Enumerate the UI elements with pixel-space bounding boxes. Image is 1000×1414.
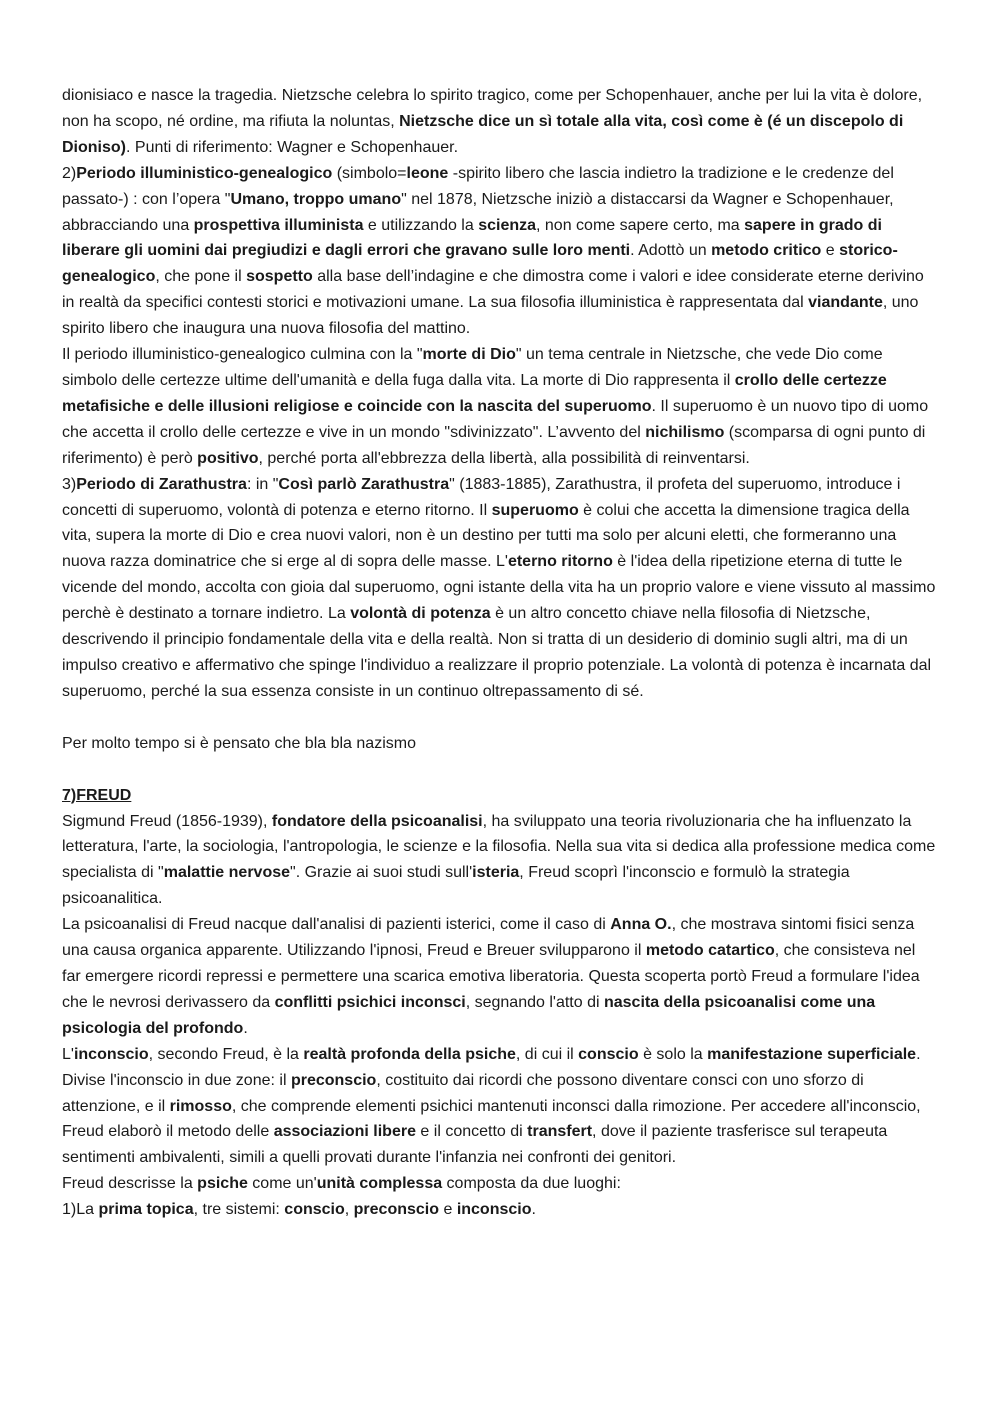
bold-text: isteria (472, 864, 520, 882)
text-run: e il concetto di (415, 1123, 528, 1141)
text-run: , che mostrava sintomi fisici senza una causa organica apparente. Utilizzando l'ipnosi, Freud e Breuer svilupparono il (62, 916, 915, 960)
text-run: , dove il paziente trasferisce sul terapeuta sentimenti ambivalenti, simili a quelli provati durante l'infanzia nei confronti dei genitori. (62, 1123, 888, 1167)
text-run: " (1883-1885), Zarathustra, il profeta del superuomo, introduce i concetti di superuomo, volontà di potenza e eterno ritorno. Il (62, 475, 901, 519)
bold-text: nichilismo (645, 423, 725, 441)
text-run: , ha sviluppato una teoria rivoluzionaria che ha influenzato la letteratura, l'arte, la sociologia, l'antropologia, le scienze e la filosofia. Nella sua vita si dedica alla professione medica come specialista di " (62, 812, 936, 882)
text-run: -spirito libero che lascia indietro la tradizione e le credenze del passato-) : con l’opera " (62, 164, 894, 208)
text-run: (simbolo= (332, 164, 407, 182)
bold-text: Così parlò Zarathustra (278, 475, 450, 493)
bold-text: volontà di potenza (350, 605, 491, 623)
bold-text: Periodo di Zarathustra (76, 475, 247, 493)
text-run: e (821, 242, 840, 260)
bold-text: Umano, troppo umano (230, 190, 402, 208)
text-run: , tre sistemi: (193, 1201, 285, 1219)
text-run: La psicoanalisi di Freud nacque dall'analisi di pazienti isterici, come il caso di (62, 916, 611, 934)
text-run: è solo la (638, 1045, 708, 1063)
paragraph-dionisiaco (62, 83, 938, 161)
bold-text: morte di Dio (422, 346, 516, 364)
text-run: , Freud scoprì l'inconscio e formulò la strategia psicoanalitica. (62, 864, 850, 908)
text-run: " nel 1878, Nietzsche iniziò a distaccarsi da Wagner e Schopenhauer, abbracciando una (62, 190, 894, 234)
paragraph-psiche (62, 1171, 938, 1197)
text-run: , secondo Freud, è la (148, 1045, 304, 1063)
text-run: 2) (62, 164, 77, 182)
bold-text: viandante (808, 294, 883, 312)
bold-text: manifestazione superficiale (707, 1045, 917, 1063)
bold-text: metodo catartico (645, 942, 775, 960)
text-run: 3) (62, 475, 77, 493)
text-run: e (439, 1201, 457, 1219)
text-run: , che pone il (155, 268, 247, 286)
bold-text: conscio (284, 1201, 345, 1219)
paragraph-psicoanalisi (62, 912, 938, 1042)
bold-text: metodo critico (711, 242, 822, 260)
text-run: L' (62, 1045, 74, 1063)
paragraph-morte-di-dio (62, 342, 938, 472)
text-run: . (243, 1019, 248, 1037)
bold-text: scienza (478, 216, 537, 234)
paragraph-freud-intro (62, 809, 938, 913)
text-run: , non come sapere certo, ma (536, 216, 745, 234)
bold-text: rimosso (169, 1097, 232, 1115)
paragraph-nazismo (62, 731, 938, 757)
text-run: , uno spirito libero che inaugura una nuova filosofia del mattino. (62, 294, 919, 338)
text-run: , segnando l'atto di (465, 993, 604, 1011)
text-run: . (531, 1201, 536, 1219)
text-run: come un' (247, 1175, 317, 1193)
text-run: è l'idea della ripetizione eterna di tutte le vicende del mondo, accolta con gioia dal superuomo, ogni istante della vita ha un proprio valore e viene vissuto al massimo perchè è destinato a tornare indietro. La (62, 553, 936, 623)
bold-text: prospettiva illuminista (193, 216, 364, 234)
bold-text: storico-genealogico (62, 242, 898, 286)
bold-text: sospetto (246, 268, 313, 286)
bold-text: realtà profonda della psiche (303, 1045, 516, 1063)
paragraph-zarathustra (62, 472, 938, 705)
bold-text: eterno ritorno (507, 553, 613, 571)
text-run: , che comprende elementi psichici mantenuti inconsci dalla rimozione. Per accedere all'inconscio, Freud elaborò il metodo delle (62, 1097, 921, 1141)
text-run: . Divise l'inconscio in due zone: il (62, 1045, 921, 1089)
text-run: " un tema centrale in Nietzsche, che vede Dio come simbolo delle certezze ultime dell'umanità e della fuga dalla vita. La morte di Dio rappresenta il (62, 346, 883, 389)
bold-text: crollo delle certezze metafisiche e delle illusioni religiose e coincide con la nascita del superuomo (62, 371, 887, 415)
section-heading (62, 783, 938, 809)
text-run: , costituito dai ricordi che possono diventare consci con uno sforzo di attenzione, e il (62, 1071, 864, 1115)
text-run: dionisiaco e nasce la tragedia. Nietzsche celebra lo spirito tragico, come per Schopenhauer, anche per lui la vita è dolore, non ha scopo, né ordine, ma rifiuta la noluntas, (62, 87, 923, 130)
text-run: alla base dell’indagine e che dimostra come i valori e idee considerate eterne derivino in realtà da specifici contesti storici e motivazioni umane. La sua filosofia illuministica è rappresentata dal (62, 268, 924, 312)
bold-text: superuomo (491, 501, 579, 519)
text-run: , perché porta all'ebbrezza della libertà, alla possibilità di reinventarsi. (258, 449, 750, 467)
text-run: (scomparsa di ogni punto di riferimento) è però (62, 423, 926, 467)
paragraph-periodo-illuministico (62, 161, 938, 342)
bold-text: positivo (197, 449, 259, 467)
text-run: è un altro concetto chiave nella filosofia di Nietzsche, descrivendo il principio fondamentale della vita e della realtà. Non si tratta di un desiderio di dominio sugli altri, ma di un impulso creativo e affermativo che spinge l'individuo a realizzare il proprio potenziale. La volontà di potenza è incarnata dal superuomo, perché la sua essenza consiste in un continuo oltrepassamento di sé. (62, 605, 932, 700)
text-run: Per molto tempo si è pensato che bla bla nazismo (62, 734, 416, 752)
text-run: e utilizzando la (363, 216, 479, 234)
text-run: , di cui il (515, 1045, 579, 1063)
bold-text: Nietzsche dice un sì totale alla vita, così come è (é un discepolo di Dioniso) (62, 112, 904, 156)
bold-text: inconscio (73, 1045, 149, 1063)
text-run: composta da due luoghi: (442, 1175, 621, 1193)
bold-text: unità complessa (316, 1175, 443, 1193)
text-run: . Adottò un (630, 242, 712, 260)
bold-text: inconscio (456, 1201, 532, 1219)
bold-text: sapere in grado di liberare gli uomini dai pregiudizi e dagli errori che gravano sulle loro menti (62, 216, 882, 260)
bold-text: preconscio (290, 1071, 377, 1089)
bold-text: preconscio (353, 1201, 440, 1219)
text-run: . Il superuomo è un nuovo tipo di uomo che accetta il crollo delle certezze e vive in un mondo "sdivinizzato". L’avvento del (62, 397, 929, 441)
bold-text: 7)FREUD (62, 786, 132, 804)
bold-text: prima topica (98, 1201, 194, 1219)
text-run: . Punti di riferimento: Wagner e Schopenhauer. (126, 138, 459, 156)
paragraph-inconscio (62, 1042, 938, 1172)
bold-text: transfert (527, 1123, 593, 1141)
bold-text: malattie nervose (163, 864, 291, 882)
bold-text: psiche (197, 1175, 248, 1193)
bold-text: conscio (578, 1045, 639, 1063)
bold-text: nascita della psicoanalisi come una psicologia del profondo (62, 993, 876, 1037)
text-run: Freud descrisse la (62, 1175, 198, 1193)
bold-text: Periodo illuministico-genealogico (76, 164, 333, 182)
text-run: Sigmund Freud (1856-1939), (62, 812, 272, 830)
text-run: è colui che accetta la dimensione tragica della vita, supera la morte di Dio e crea nuovi valori, non è un destino per tutti ma solo per alcuni eletti, che formeranno una nuova razza dominatrice che si erge al di sopra delle masse. L' (62, 501, 910, 571)
text-run: 1)La (62, 1201, 99, 1219)
text-run: , (344, 1201, 354, 1219)
bold-text: leone (406, 164, 449, 182)
bold-text: Anna O. (610, 916, 672, 934)
text-run: : in " (246, 475, 279, 493)
document-body (62, 83, 938, 1223)
text-run: , che consisteva nel far emergere ricordi repressi e permettere una scarica emotiva liberatoria. Questa scoperta portò Freud a formulare l'idea che le nevrosi derivassero da (62, 942, 920, 1011)
text-run: ". Grazie ai suoi studi sull' (290, 864, 473, 882)
bold-text: associazioni libere (273, 1123, 416, 1141)
blank-line (62, 757, 938, 783)
bold-text: fondatore della psicoanalisi (271, 812, 483, 830)
text-run: Il periodo illuministico-genealogico culmina con la " (62, 346, 423, 364)
blank-line (62, 705, 938, 731)
bold-text: conflitti psichici inconsci (274, 993, 466, 1011)
paragraph-prima-topica (62, 1197, 938, 1223)
